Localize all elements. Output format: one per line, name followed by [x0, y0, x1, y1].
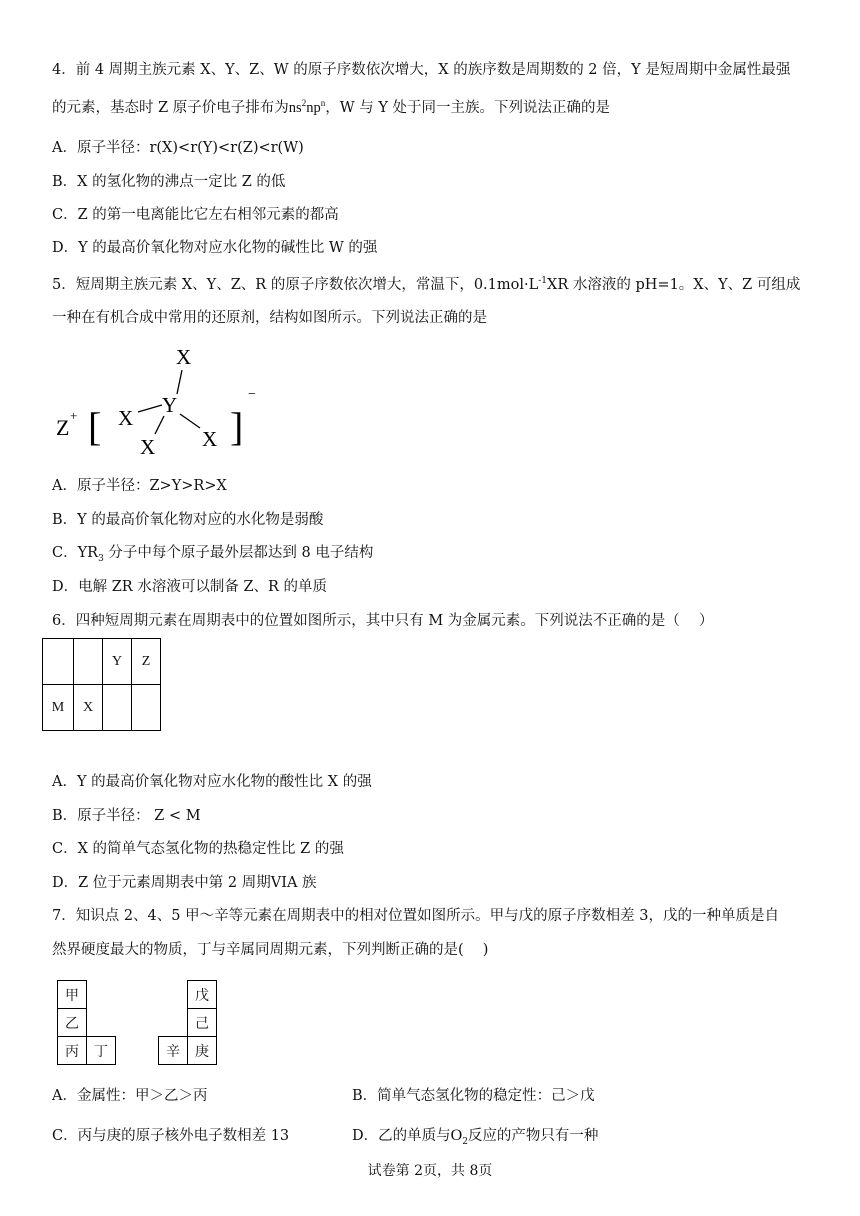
q6-periodic-table: [42, 638, 161, 731]
q4-option-c: C．Z 的第一电离能比它左右相邻元素的都高: [52, 207, 339, 223]
cell-bing: 丙: [58, 1037, 87, 1065]
q5-option-b: B．Y 的最高价氧化物对应的水化物是弱酸: [52, 512, 324, 528]
q6-option-a: A．Y 的最高价氧化物对应水化物的酸性比 X 的强: [52, 774, 372, 790]
q4-config-formula: $ns^2np^n$: [288, 98, 326, 116]
q6-option-d: D．Z 位于元素周期表中第 2 周期VIA 族: [52, 875, 317, 891]
q4-option-d: D．Y 的最高价氧化物对应水化物的碱性比 W 的强: [52, 240, 378, 256]
q6-cell-m: M: [43, 685, 74, 731]
q6-option-c: C．X 的简单气态氢化物的热稳定性比 Z 的强: [52, 841, 344, 857]
bond-bottom: [155, 416, 164, 434]
q6-cell: [132, 685, 161, 731]
q4-stem-line2: 的元素，基态时 Z 原子价电子排布为$ns^2np^n$，W 与 Y 处于同一主族。下列说法正确的是: [52, 98, 611, 116]
q4-stem-line1: 4．前 4 周期主族元素 X、Y、Z、W 的原子序数依次增大，X 的族序数是周期数的 2 倍，Y 是短周期中金属性最强: [52, 62, 791, 78]
y-center-label: Y: [162, 393, 178, 417]
q6-cell-y: Y: [103, 639, 132, 685]
q6-cell-x: X: [74, 685, 103, 731]
q5-option-c: C．$YR_3$ 分子中每个原子最外层都达到 8 电子结构: [52, 545, 374, 564]
q7-left-table: [57, 980, 116, 1065]
q7-option-d: D．乙的单质与$O_2$反应的产物只有一种: [352, 1127, 599, 1147]
x-bottom-label: X: [140, 435, 156, 459]
bond-left: [138, 405, 162, 412]
cell-yi: 乙: [58, 1009, 87, 1037]
z-cation-label: Z: [56, 415, 70, 440]
q6-stem: 6．四种短周期元素在周期表中的位置如图所示，其中只有 M 为金属元素。下列说法不正确的是（ ）: [52, 613, 714, 629]
q6-cell: [43, 639, 74, 685]
right-bracket: ]: [230, 404, 244, 449]
q7-right-table: [158, 980, 217, 1065]
bond-right: [180, 414, 200, 428]
q6-cell: [74, 639, 103, 685]
cell-geng: 庚: [188, 1037, 217, 1065]
cell-jia: 甲: [58, 981, 87, 1009]
q4-option-b: B．X 的氢化物的沸点一定比 Z 的低: [52, 174, 286, 190]
q5-stem-line1: 5．短周期主族元素 X、Y、Z、R 的原子序数依次增大，常温下，$0.1mol\cdot L^{-1}XR$ 水溶液的 pH=1。X、Y、Z 可组成: [52, 276, 801, 293]
bond-top: [177, 370, 182, 394]
q5-option-a: A．原子半径：Z>Y>R>X: [52, 478, 227, 494]
q5-stem-line2: 一种在有机合成中常用的还原剂，结构如图所示。下列说法正确的是: [52, 310, 487, 326]
q6-cell-z: Z: [132, 639, 161, 685]
anion-charge: −: [248, 387, 256, 402]
q5-option-d: D．电解 ZR 水溶液可以制备 Z、R 的单质: [52, 579, 328, 595]
cell-wu: 戊: [188, 981, 217, 1009]
q6-cell: [103, 685, 132, 731]
q7-stem-line1: 7．知识点 2、4、5 甲～辛等元素在周期表中的相对位置如图所示。甲与戊的原子序数相差 3，戊的一种单质是自: [52, 908, 779, 924]
z-cation-charge: +: [70, 408, 78, 423]
x-right-label: X: [202, 427, 218, 451]
x-top-label: X: [176, 345, 192, 369]
q5-structure-diagram: [52, 340, 272, 460]
page-footer: 试卷第 2页，共 8页: [367, 1163, 493, 1179]
cell-xin: 辛: [159, 1037, 188, 1065]
cell-ji: 己: [188, 1009, 217, 1037]
q4-option-a: A．原子半径：r(X)<r(Y)<r(Z)<r(W): [52, 140, 304, 156]
q7-option-a: A．金属性：甲＞乙＞丙: [52, 1088, 208, 1104]
q7-option-b: B．简单气态氢化物的稳定性：己＞戊: [352, 1088, 595, 1104]
cell-ding: 丁: [87, 1037, 116, 1065]
q7-option-c: C．丙与庚的原子核外电子数相差 13: [52, 1128, 290, 1144]
q7-stem-line2: 然界硬度最大的物质，丁与辛属同周期元素，下列判断正确的是( ): [52, 942, 489, 958]
x-left-label: X: [118, 406, 134, 430]
left-bracket: [: [88, 404, 102, 449]
q6-option-b: B．原子半径： Z < M: [52, 808, 201, 824]
